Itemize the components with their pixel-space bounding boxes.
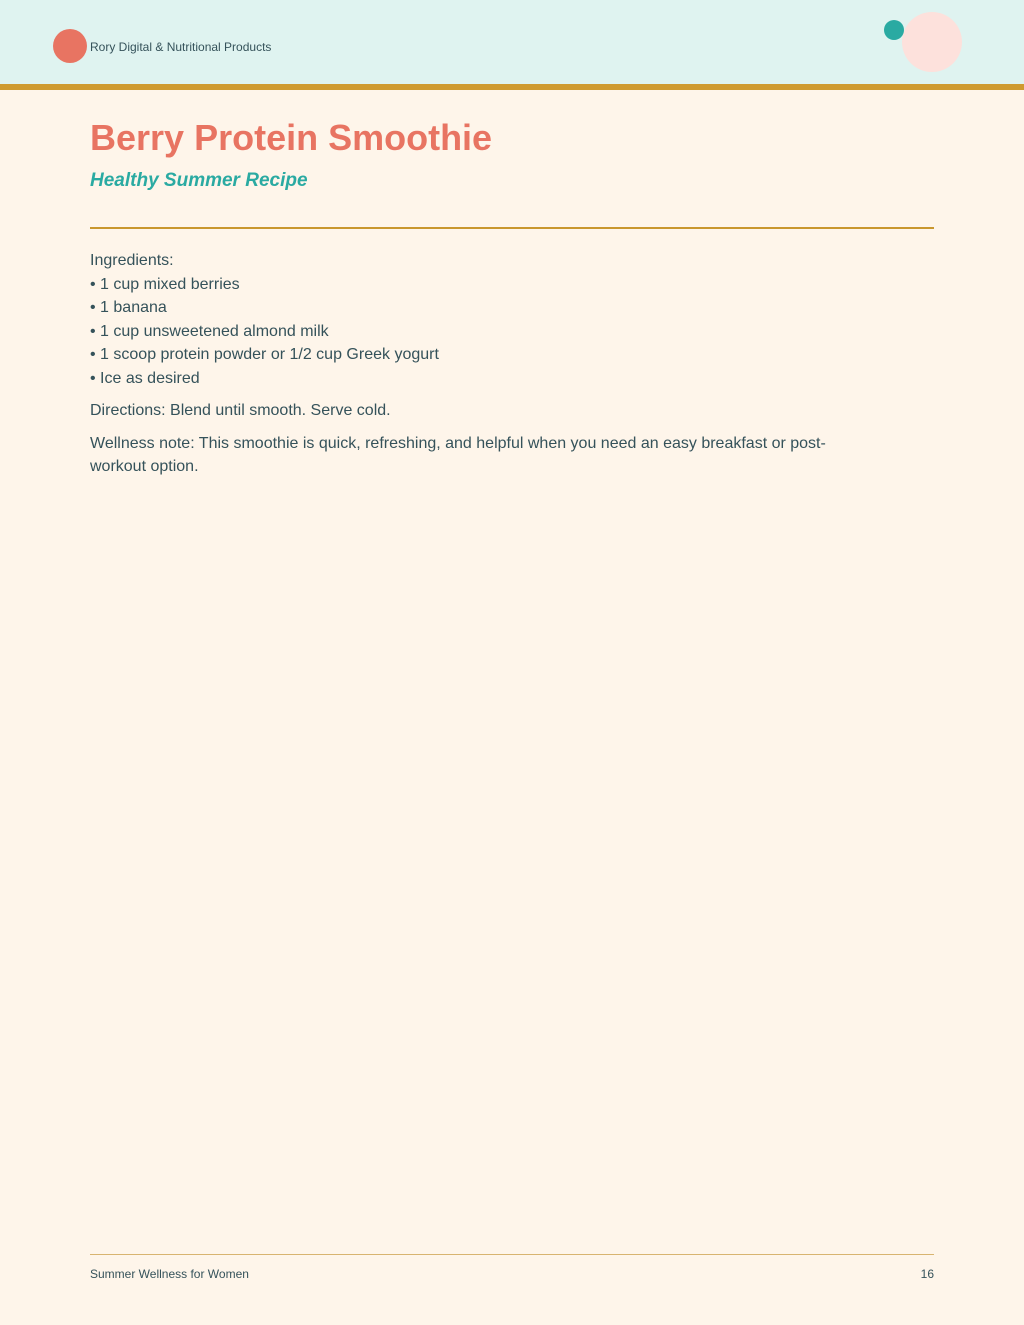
ingredient-item: • 1 banana <box>90 299 167 316</box>
ingredient-item: • 1 cup unsweetened almond milk <box>90 322 329 340</box>
page-header <box>0 0 1024 84</box>
footer-rule <box>90 1254 934 1255</box>
recipe-title: Berry Protein Smoothie <box>90 117 493 158</box>
ingredients-list <box>90 273 850 391</box>
brand-logo-dot <box>53 29 87 63</box>
recipe-subtitle: Healthy Summer Recipe <box>90 170 308 191</box>
page-number: 16 <box>920 1267 934 1281</box>
decorative-circle-small <box>884 20 904 40</box>
brand-name: Rory Digital & Nutritional Products <box>90 40 272 54</box>
ingredient-item: • Ice as desired <box>90 369 200 387</box>
wellness-note: Wellness note: This smoothie is quick, refreshing, and helpful when you need an easy breakfast or post-workout option. <box>90 434 826 475</box>
ingredients-heading: Ingredients: <box>90 252 174 269</box>
footer-publication-title: Summer Wellness for Women <box>90 1267 249 1281</box>
ingredient-item: • 1 cup mixed berries <box>90 275 240 293</box>
title-divider <box>90 227 934 229</box>
header-accent-rule <box>0 84 1024 90</box>
recipe-body <box>90 249 850 479</box>
ingredient-item: • 1 scoop protein powder or 1/2 cup Greek yogurt <box>90 346 439 363</box>
directions-text: Directions: Blend until smooth. Serve cold. <box>90 402 391 419</box>
decorative-circle-large <box>902 12 962 72</box>
